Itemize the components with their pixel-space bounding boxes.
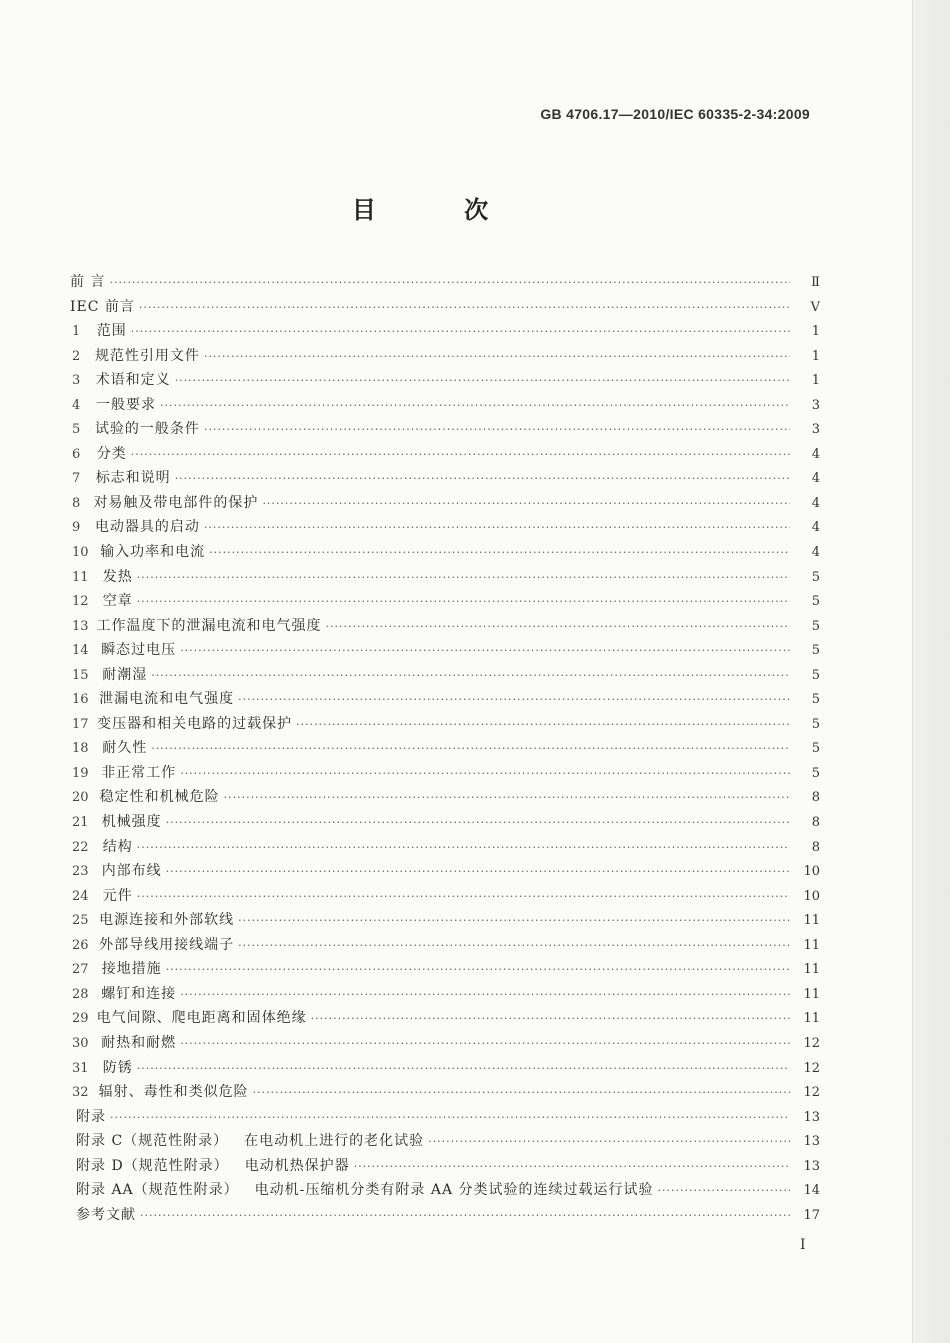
toc-entry-number: 8: [72, 495, 81, 511]
toc-leader-dots: [139, 296, 790, 320]
toc-entry-page: 4: [811, 520, 820, 536]
toc-entry-number: 1: [72, 324, 81, 340]
toc-entry-title: 空章: [102, 593, 133, 610]
toc-entry[interactable]: [68, 295, 820, 320]
toc-entry[interactable]: [68, 1006, 820, 1031]
toc-leader-dots: [175, 467, 790, 491]
toc-entry-title: 内部布线: [101, 863, 162, 880]
toc-entry-title: 电源连接和外部软线: [99, 912, 235, 929]
toc-leader-dots: [180, 1032, 790, 1056]
toc-entry-page: 11: [803, 986, 820, 1002]
toc-entry-page: 10: [803, 864, 820, 880]
page-title: 目 次: [351, 196, 529, 224]
toc-leader-dots: [253, 1081, 790, 1105]
toc-entry[interactable]: [68, 1056, 820, 1081]
toc-leader-dots: [311, 1007, 790, 1031]
toc-entry-title: 分类: [96, 445, 127, 462]
standard-number: GB 4706.17—2010/IEC 60335-2-34:2009: [540, 106, 810, 122]
toc-entry-page: 5: [811, 716, 820, 732]
toc-entry-title: 输入功率和电流: [100, 544, 206, 561]
toc-entry-number: 16: [72, 692, 89, 708]
toc-entry-title: 试验的一般条件: [94, 421, 200, 438]
toc-leader-dots: [131, 320, 790, 344]
toc-entry[interactable]: [68, 515, 820, 540]
toc-leader-dots: [224, 786, 790, 810]
toc-entry-number: 2: [72, 348, 81, 364]
toc-entry[interactable]: [68, 1203, 820, 1228]
toc-leader-dots: [151, 664, 790, 688]
page-edge: [912, 0, 950, 1343]
toc-entry-number: 12: [72, 594, 89, 610]
toc-entry-title: 瞬态过电压: [101, 642, 177, 659]
toc-entry-number: 20: [72, 790, 89, 806]
toc-entry-number: 17: [72, 716, 89, 732]
toc-entry-title: 变压器和相关电路的过载保护: [97, 715, 293, 732]
toc-entry-number: 29: [72, 1011, 89, 1027]
toc-entry[interactable]: [68, 761, 820, 786]
toc-entry-number: 10: [72, 545, 89, 561]
toc-entry-title: 电动器具的启动: [94, 519, 200, 536]
toc-leader-dots: [137, 590, 790, 614]
toc-entry-subtitle: 电动机热保护器: [244, 1157, 350, 1174]
toc-entry-number: 22: [72, 839, 89, 855]
toc-entry-number: 26: [72, 937, 89, 953]
toc-entry-title: 附录 C（规范性附录）: [76, 1133, 229, 1150]
page-number: I: [800, 1237, 806, 1253]
toc-leader-dots: [140, 1204, 790, 1228]
toc-leader-dots: [166, 958, 790, 982]
toc-entry-title: 结构: [102, 838, 133, 855]
toc-entry[interactable]: [68, 908, 820, 933]
toc-leader-dots: [204, 418, 790, 442]
toc-entry-title: 发热: [102, 568, 133, 585]
toc-entry-page: 10: [803, 888, 820, 904]
toc-entry-title: 术语和定义: [95, 372, 171, 389]
toc-leader-dots: [204, 345, 790, 369]
toc-leader-dots: [326, 615, 790, 639]
toc-entry-title: 元件: [102, 887, 133, 904]
toc-entry-page: 14: [803, 1183, 820, 1199]
toc-entry-number: 19: [72, 765, 89, 781]
toc-entry-page: 12: [803, 1035, 820, 1051]
toc-leader-dots: [166, 811, 790, 835]
toc-entry-number: 24: [72, 888, 89, 904]
toc-entry-number: 7: [72, 471, 81, 487]
toc-entry-title: 防锈: [102, 1059, 133, 1076]
toc-leader-dots: [204, 516, 790, 540]
toc-entry-page: 5: [811, 692, 820, 708]
toc-entry-number: 5: [72, 422, 81, 438]
toc-entry-number: 18: [72, 741, 89, 757]
toc-entry-page: 17: [803, 1207, 820, 1223]
toc-entry-page: 5: [811, 667, 820, 683]
toc-entry-page: 13: [803, 1109, 820, 1125]
toc-entry[interactable]: [68, 1105, 820, 1130]
toc-entry-title: 稳定性和机械危险: [99, 789, 220, 806]
toc-entry-number: 4: [72, 397, 81, 413]
toc-entry-title: 非正常工作: [101, 764, 177, 781]
toc-entry[interactable]: [68, 565, 820, 590]
toc-entry-page: 1: [811, 348, 820, 364]
toc-leader-dots: [296, 713, 790, 737]
toc-leader-dots: [238, 934, 790, 958]
toc-entry-title: 标志和说明: [95, 470, 171, 487]
toc-entry-title: 螺钉和连接: [101, 985, 177, 1002]
toc-entry-page: 5: [811, 741, 820, 757]
toc-entry[interactable]: [68, 663, 820, 688]
toc-entry-subtitle: 在电动机上进行的老化试验: [244, 1133, 425, 1150]
toc-entry[interactable]: [68, 810, 820, 835]
toc-entry-number: 30: [72, 1035, 89, 1051]
toc-entry-page: 12: [803, 1085, 820, 1101]
toc-leader-dots: [109, 271, 790, 295]
toc-entry[interactable]: [68, 1080, 820, 1105]
toc-entry-number: 11: [72, 569, 89, 585]
toc-entry-title: 附录 AA（规范性附录）: [76, 1182, 239, 1199]
toc-entry-title: 接地措施: [101, 961, 162, 978]
toc-entry[interactable]: [68, 368, 820, 393]
toc-entry-page: 4: [811, 495, 820, 511]
toc-entry[interactable]: [68, 614, 820, 639]
toc-entry[interactable]: [68, 687, 820, 712]
toc-entry[interactable]: [68, 957, 820, 982]
toc-entry-title: 附录 D（规范性附录）: [76, 1157, 229, 1174]
toc-entry-number: 27: [72, 962, 89, 978]
toc-entry-number: 3: [72, 373, 81, 389]
toc-entry-title: 规范性引用文件: [94, 347, 200, 364]
toc-entry-page: 11: [803, 913, 820, 929]
toc-entry-title: 机械强度: [101, 814, 162, 831]
toc-entry-page: 13: [803, 1158, 820, 1174]
toc-leader-dots: [238, 909, 790, 933]
toc-entry[interactable]: [68, 835, 820, 860]
toc-leader-dots: [658, 1179, 790, 1203]
toc-entry[interactable]: [68, 589, 820, 614]
toc-leader-dots: [180, 639, 790, 663]
toc-entry-title: 耐热和耐燃: [101, 1034, 177, 1051]
toc-entry[interactable]: [68, 933, 820, 958]
toc-leader-dots: [166, 860, 790, 884]
toc-entry-page: 13: [803, 1134, 820, 1150]
toc-entry-title: 耐久性: [102, 740, 148, 757]
toc-leader-dots: [180, 762, 790, 786]
toc-entry-title: 参考文献: [76, 1206, 136, 1223]
toc-entry-title: 外部导线用接线端子: [99, 936, 235, 953]
toc-entry-title: 工作温度下的泄漏电流和电气强度: [96, 617, 322, 634]
toc-entry[interactable]: [68, 1154, 820, 1179]
toc-entry[interactable]: [68, 319, 820, 344]
toc-entry[interactable]: [68, 491, 820, 516]
toc-entry-number: 25: [72, 913, 89, 929]
toc-leader-dots: [354, 1155, 790, 1179]
toc-leader-dots: [137, 885, 790, 909]
toc-entry-page: 11: [803, 962, 820, 978]
toc-entry[interactable]: [68, 344, 820, 369]
toc-leader-dots: [238, 688, 790, 712]
toc-entry-page: 8: [811, 839, 820, 855]
toc-entry-page: 4: [811, 471, 820, 487]
toc-entry-page: 1: [811, 324, 820, 340]
toc-entry-title: 一般要求: [96, 396, 157, 413]
toc-entry-page: 5: [811, 594, 820, 610]
toc-entry-title: 耐潮湿: [102, 666, 148, 683]
toc-entry-title: 对易触及带电部件的保护: [93, 494, 259, 511]
toc-entry-number: 14: [72, 643, 89, 659]
table-of-contents: [68, 270, 820, 1227]
toc-entry-page: 4: [811, 545, 820, 561]
toc-entry-page: 3: [811, 397, 820, 413]
toc-entry[interactable]: [68, 712, 820, 737]
toc-entry-title: 附录: [76, 1108, 106, 1125]
toc-leader-dots: [151, 737, 790, 761]
toc-leader-dots: [137, 566, 790, 590]
toc-leader-dots: [131, 443, 790, 467]
toc-entry[interactable]: [68, 1031, 820, 1056]
toc-entry[interactable]: [68, 540, 820, 565]
toc-entry-page: 8: [811, 790, 820, 806]
toc-entry-page: 11: [803, 1011, 820, 1027]
toc-leader-dots: [262, 492, 790, 516]
toc-entry-page: 5: [811, 643, 820, 659]
toc-entry-page: 4: [811, 446, 820, 462]
toc-entry-title: IEC 前言: [70, 298, 135, 315]
toc-entry[interactable]: [68, 442, 820, 467]
toc-entry-number: 15: [72, 667, 89, 683]
toc-leader-dots: [137, 836, 790, 860]
toc-entry[interactable]: [68, 859, 820, 884]
toc-leader-dots: [209, 541, 790, 565]
toc-entry-number: 9: [72, 520, 81, 536]
toc-entry-title: 范围: [96, 323, 127, 340]
toc-entry-title: 辐射、毒性和类似危险: [98, 1084, 249, 1101]
toc-entry[interactable]: [68, 982, 820, 1007]
toc-entry[interactable]: [68, 393, 820, 418]
toc-entry[interactable]: [68, 270, 820, 295]
toc-entry-page: 1: [811, 373, 820, 389]
toc-entry-title: 泄漏电流和电气强度: [99, 691, 235, 708]
toc-leader-dots: [428, 1130, 790, 1154]
toc-entry-page: 5: [811, 765, 820, 781]
toc-entry-number: 13: [72, 618, 89, 634]
toc-entry-page: 8: [811, 815, 820, 831]
toc-leader-dots: [110, 1106, 790, 1130]
toc-entry-number: 31: [72, 1060, 89, 1076]
toc-entry-number: 32: [72, 1085, 89, 1101]
toc-leader-dots: [160, 394, 790, 418]
toc-entry-page: 11: [803, 937, 820, 953]
toc-entry-page: Ⅱ: [811, 275, 820, 290]
toc-entry-number: 23: [72, 864, 89, 880]
toc-entry-number: 28: [72, 986, 89, 1002]
toc-entry-page: Ⅴ: [810, 299, 820, 315]
toc-entry[interactable]: [68, 638, 820, 663]
toc-entry-page: 3: [811, 422, 820, 438]
toc-entry-number: 6: [72, 446, 81, 462]
toc-entry[interactable]: [68, 884, 820, 909]
toc-leader-dots: [175, 369, 790, 393]
toc-entry-number: 21: [72, 815, 89, 831]
toc-entry-page: 5: [811, 618, 820, 634]
toc-entry[interactable]: [68, 1178, 820, 1203]
toc-entry-page: 5: [811, 569, 820, 585]
toc-entry[interactable]: [68, 736, 820, 761]
toc-entry[interactable]: [68, 785, 820, 810]
toc-entry[interactable]: [68, 417, 820, 442]
toc-leader-dots: [180, 983, 790, 1007]
toc-leader-dots: [137, 1057, 790, 1081]
toc-entry[interactable]: [68, 466, 820, 491]
toc-entry[interactable]: [68, 1129, 820, 1154]
toc-entry-page: 12: [803, 1060, 820, 1076]
toc-entry-subtitle: 电动机-压缩机分类有附录 AA 分类试验的连续过载运行试验: [254, 1182, 654, 1199]
toc-entry-title: 前 言: [70, 274, 106, 290]
toc-entry-title: 电气间隙、爬电距离和固体绝缘: [96, 1010, 307, 1027]
